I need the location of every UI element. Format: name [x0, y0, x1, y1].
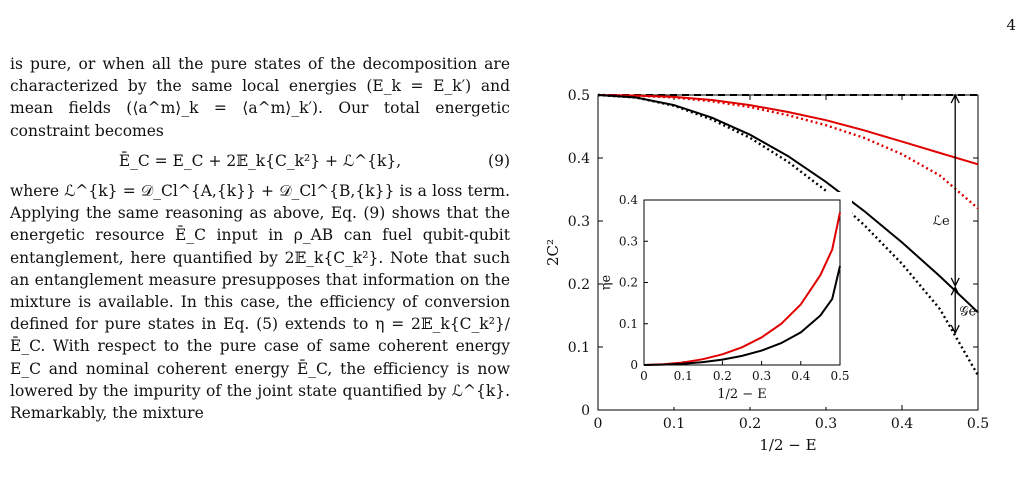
- inset-y-tick-label: 0.3: [618, 234, 638, 249]
- equation-number: (9): [488, 151, 510, 170]
- inset-background: [612, 192, 852, 407]
- equation-9: [10, 150, 510, 172]
- inset-x-tick-label: 0: [640, 369, 648, 383]
- inset-y-tick-label: 0: [630, 358, 638, 372]
- figure: [540, 60, 1010, 480]
- inset-y-tick-label: 0.1: [618, 316, 638, 331]
- main-x-tick-label: 0.1: [662, 416, 686, 432]
- ge-annotation: 𝒢e: [959, 304, 977, 320]
- main-x-tick-label: 0.4: [890, 416, 914, 432]
- main-x-tick-label: 0.2: [738, 416, 762, 432]
- main-y-axis-label: 2C²: [544, 238, 562, 267]
- main-x-tick-label: 0: [593, 416, 603, 432]
- figure-svg: [540, 60, 1010, 480]
- main-x-tick-label: 0.3: [814, 416, 838, 432]
- inset-y-tick-label: 0.2: [618, 275, 638, 290]
- main-y-tick-label: 0.3: [567, 214, 590, 230]
- equation-body: Ē_C = E_C + 2𝔼_k{C_k²} + ℒ^{k},: [118, 151, 402, 170]
- main-x-tick-label: 0.5: [966, 416, 990, 432]
- inset-y-tick-label: 0.4: [618, 193, 638, 207]
- text-column: [10, 53, 510, 424]
- inset-y-axis-label: ηe: [599, 274, 614, 291]
- page-number: 4: [1006, 16, 1016, 34]
- main-y-tick-label: 0.5: [567, 88, 590, 104]
- inset-x-tick-label: 0.1: [673, 369, 693, 383]
- main-x-axis-label: 1/2 − E: [759, 436, 817, 454]
- inset-x-tick-label: 0.4: [791, 369, 811, 383]
- main-series-1-line: [598, 95, 978, 164]
- main-y-tick-label: 0: [581, 403, 590, 419]
- main-y-tick-label: 0.2: [567, 277, 590, 293]
- paragraph-1: is pure, or when all the pure states of the decomposition are characterized by the same local energies (E_k = E_k′) and mean fields (⟨a^m⟩_k = ⟨a^m⟩_k′). Our total energetic constraint becomes: [10, 55, 510, 140]
- main-y-tick-label: 0.4: [567, 151, 590, 167]
- inset-x-tick-label: 0.2: [712, 369, 732, 383]
- inset-x-tick-label: 0.3: [752, 369, 772, 383]
- main-y-tick-label: 0.1: [567, 340, 590, 356]
- inset-x-axis-label: 1/2 − E: [717, 387, 767, 402]
- inset-x-tick-label: 0.5: [830, 369, 850, 383]
- le-annotation: ℒe: [932, 214, 950, 229]
- paragraph-2: where ℒ^{k} = 𝒟_Cl^{A,{k}} + 𝒟_Cl^{B,{k}} is a loss term. Applying the same reasoning as above, Eq. (9) shows that the energetic resource Ē_C input in ρ_AB can fuel qubit-qubit entanglement, here quantified by 2𝔼_k{C_k²}. Note that such an entanglement measure presupposes that information on the mixture is available. In this case, the efficiency of conversion defined for pure states in Eq. (5) extends to η = 2𝔼_k{C_k²}/Ē_C. With respect to the pure case of same coherent energy E_C and nominal coherent energy Ē_C, the efficiency is now lowered by the impurity of the joint state quantified by ℒ^{k}. Remarkably, the mixture: [10, 182, 510, 423]
